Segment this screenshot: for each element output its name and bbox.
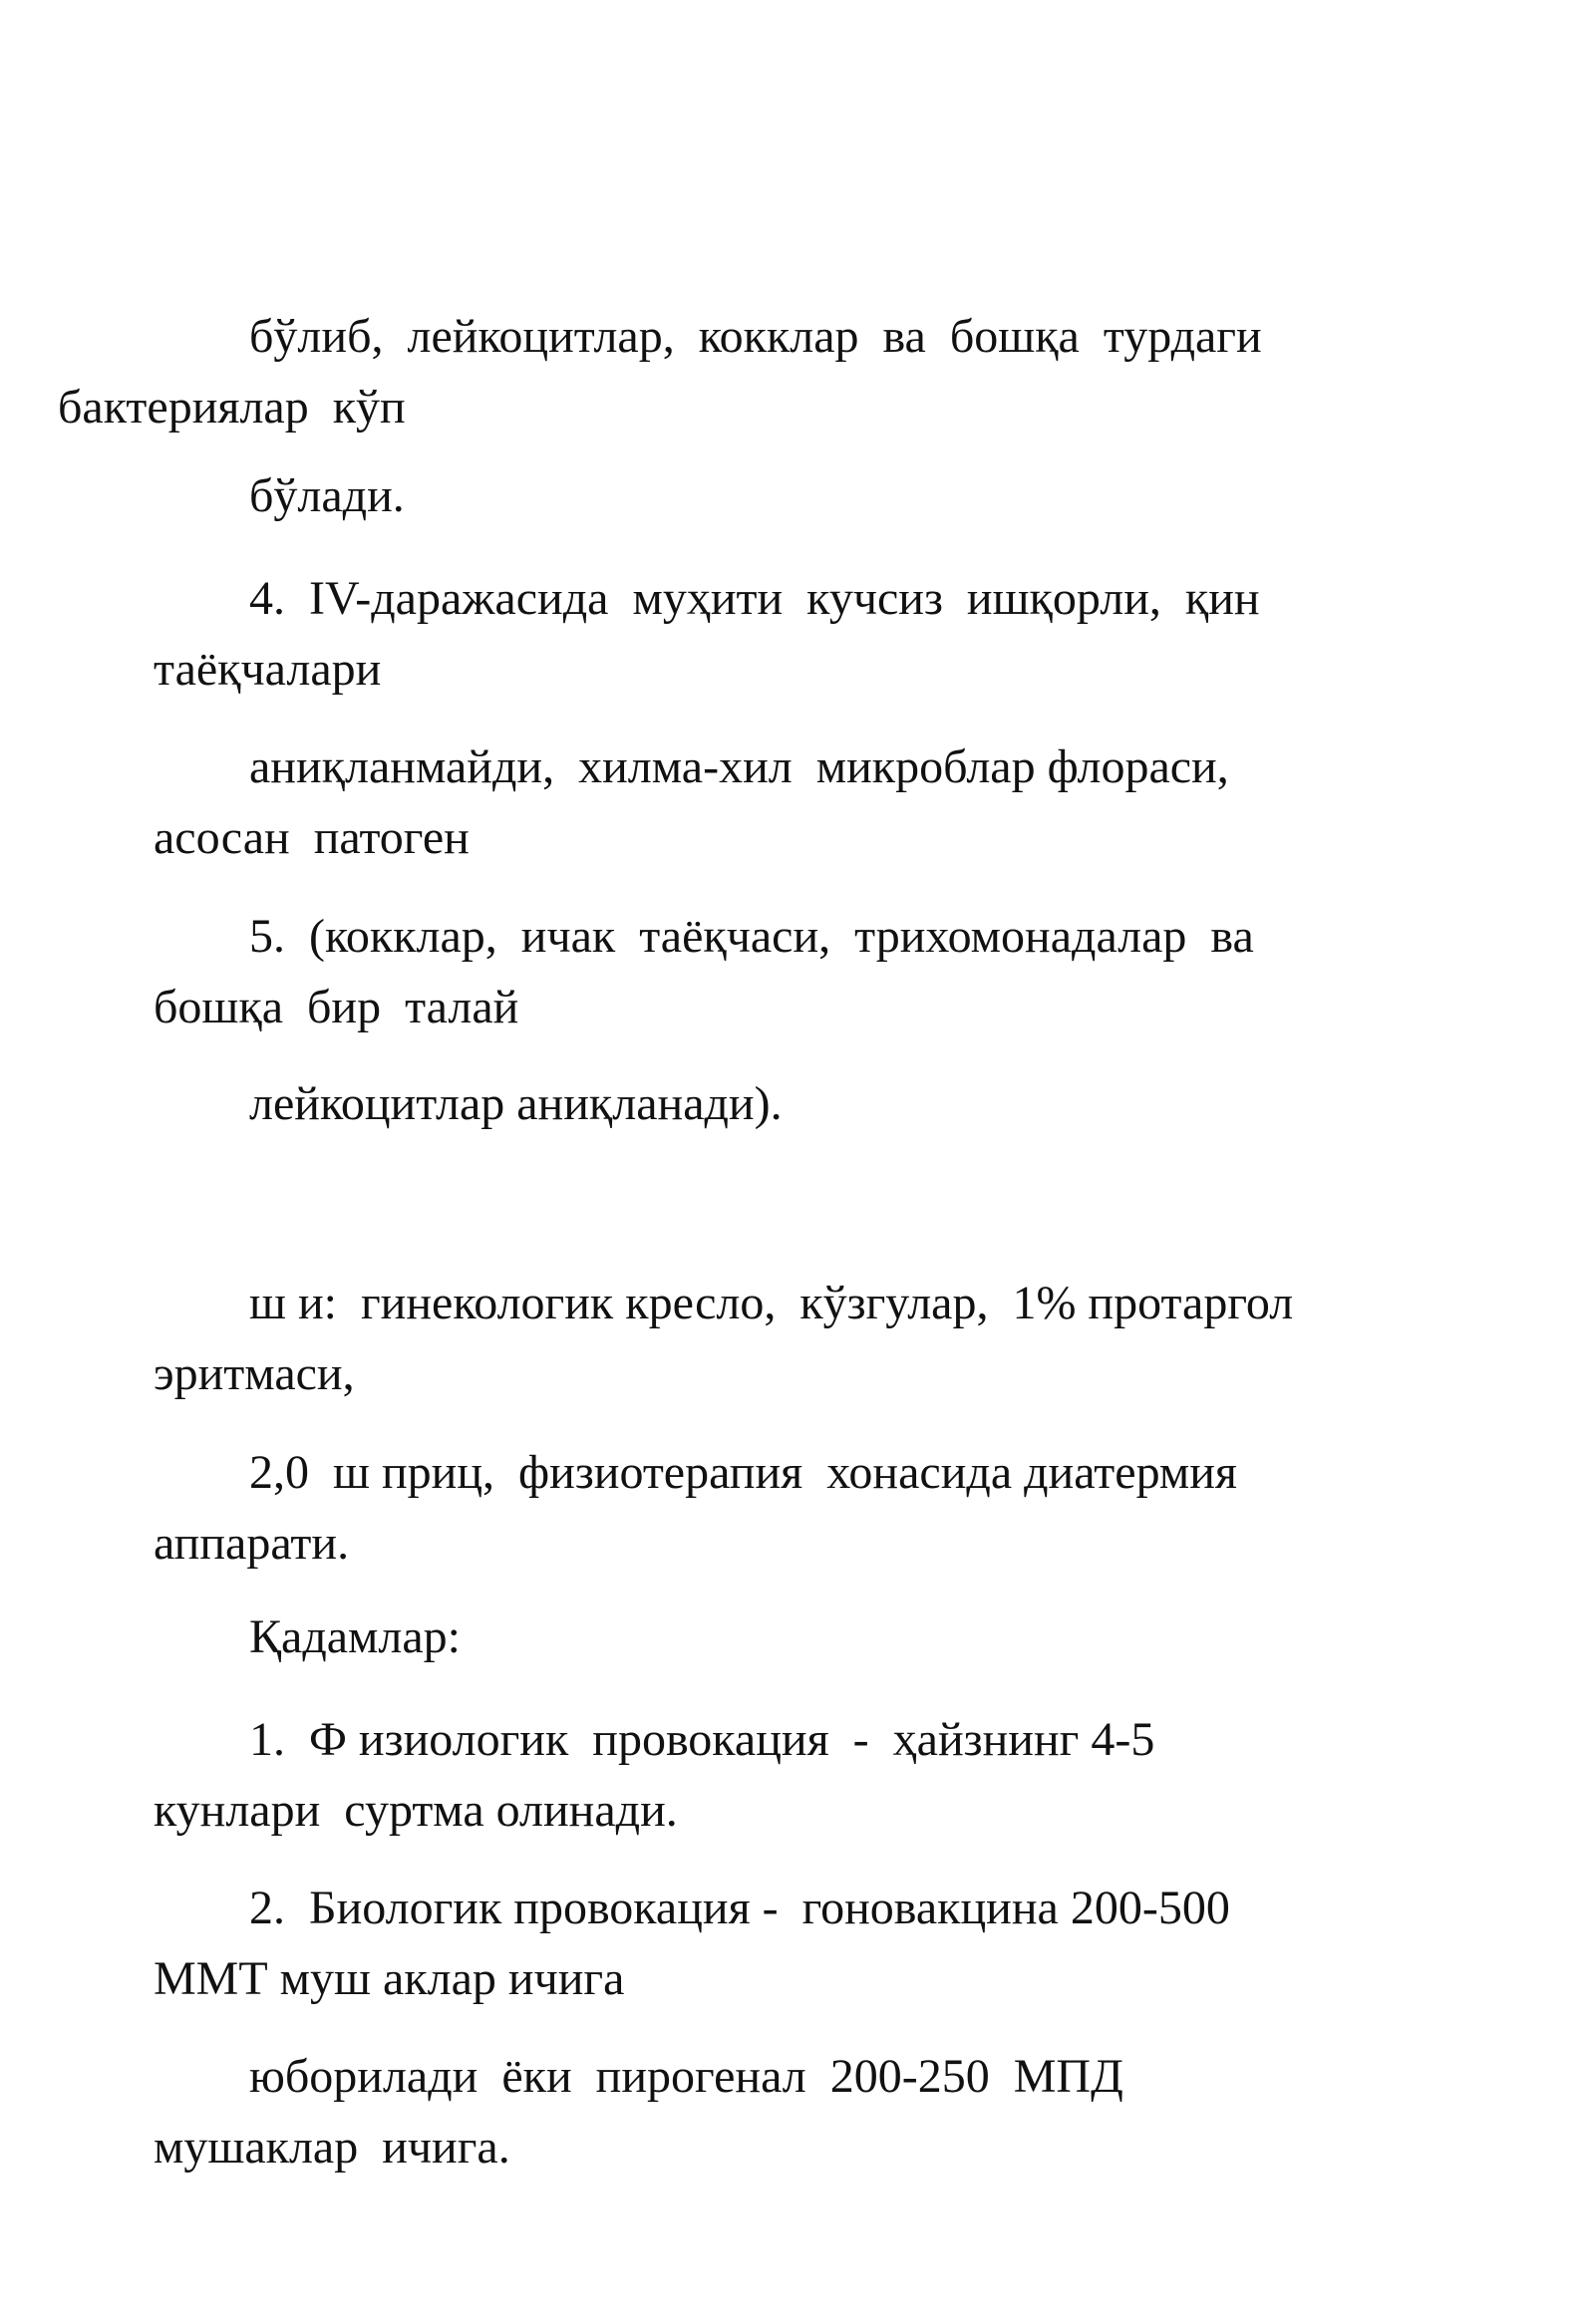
text-line: бўлади. — [249, 469, 405, 522]
text-line: 2,0 ш приц, физиотерапия хонасида диатермия — [249, 1446, 1237, 1499]
text-line: аниқланмайди, хилма-хил микроблар флораси, — [249, 740, 1229, 793]
text-line: 5. (кокклар, ичак таёқчаси, трихомонадалар ва — [249, 910, 1254, 963]
paragraph-12 — [154, 1899, 1449, 2324]
text-line: 4. IV-даражасида муҳити кучсиз ишқорли, қин — [249, 572, 1260, 625]
text-line: асосан патоген — [154, 811, 470, 864]
text-line: аппарати. — [154, 1517, 350, 1570]
text-line: 2. Биологик провокация - гоновакцина 200-500 — [249, 1882, 1230, 1934]
text-line: Қадамлар: — [249, 1610, 462, 1663]
text-line: кунлари суртма олинади. — [154, 1784, 678, 1837]
text-line: таёқчалари — [154, 643, 382, 696]
text-line: ММТ муш аклар ичига — [154, 1952, 625, 2005]
text-line: бошқа бир талай — [154, 981, 519, 1033]
text-line: лейкоцитлар аниқланади). — [249, 1077, 783, 1130]
text-line: мушаклар ичига. — [154, 2121, 510, 2174]
text-line: эритмаси, — [154, 1347, 355, 1400]
text-line: 1. Ф изиологик провокация - ҳайзнинг 4-5 — [249, 1713, 1155, 1766]
text-line: ш и: гинекологик кресло, кўзгулар, 1% протаргол — [249, 1277, 1294, 1329]
text-line: бўлиб, лейкоцитлар, кокклар ва бошқа турдаги — [249, 310, 1262, 363]
text-line: юборилади ёки пирогенал 200-250 МПД — [249, 2050, 1123, 2103]
text-line: бактериялар кўп — [58, 381, 406, 434]
